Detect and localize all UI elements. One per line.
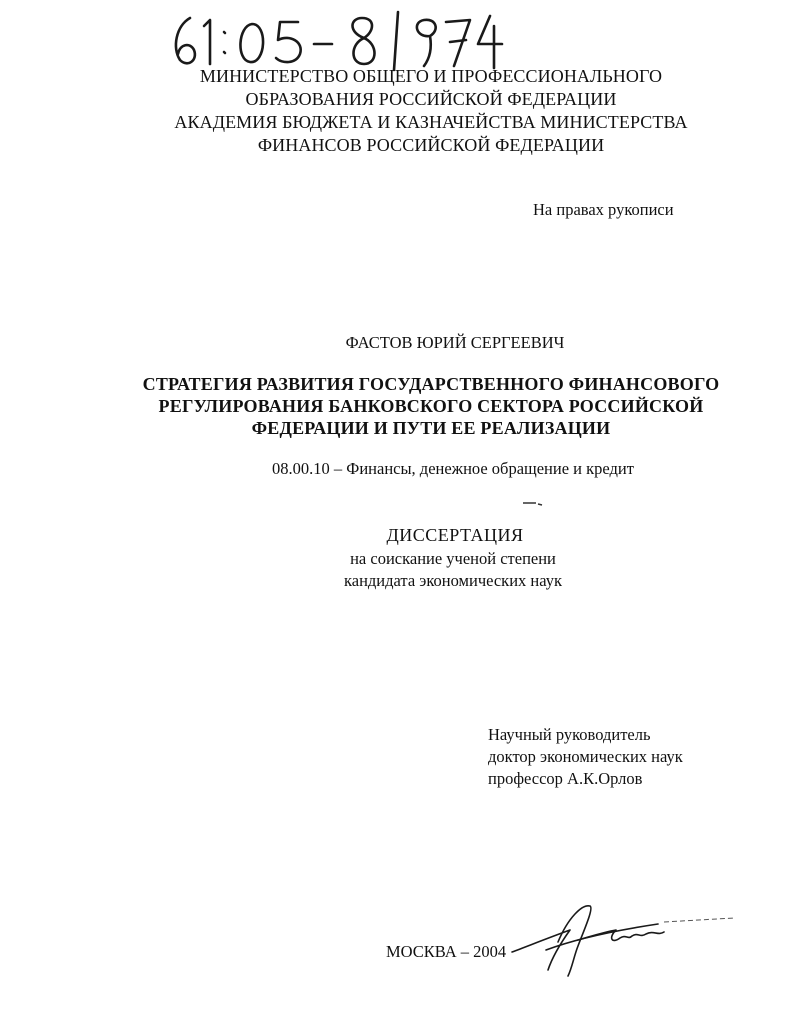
title-line-1: СТРАТЕГИЯ РАЗВИТИЯ ГОСУДАРСТВЕННОГО ФИНАНСОВОГО [142, 374, 720, 394]
degree-line-2: кандидата экономических наук [343, 571, 562, 590]
ministry-line-4: ФИНАНСОВ РОССИЙСКОЙ ФЕДЕРАЦИИ [257, 135, 605, 155]
title-line-3: ФЕДЕРАЦИИ И ПУТИ ЕЕ РЕАЛИЗАЦИИ [251, 418, 611, 438]
archive-code-handwritten [168, 8, 508, 72]
pen-mark-drawing [522, 499, 544, 507]
specialty-code: 08.00.10 – Финансы, денежное обращение и кредит [272, 459, 634, 478]
signature-drawing [508, 900, 738, 980]
city-year: МОСКВА – 2004 [386, 942, 507, 961]
title-line-2: РЕГУЛИРОВАНИЯ БАНКОВСКОГО СЕКТОРА РОССИЙСКОЙ [158, 396, 704, 416]
archive-code-drawing [168, 8, 508, 72]
author-name: ФАСТОВ ЮРИЙ СЕРГЕЕВИЧ [345, 333, 565, 352]
manuscript-note: На правах рукописи [533, 200, 674, 219]
ministry-line-3: АКАДЕМИЯ БЮДЖЕТА И КАЗНАЧЕЙСТВА МИНИСТЕРСТВА [174, 112, 688, 132]
signature [508, 900, 738, 980]
ministry-line-1: МИНИСТЕРСТВО ОБЩЕГО И ПРОФЕССИОНАЛЬНОГО [199, 66, 663, 86]
small-pen-mark [522, 494, 544, 502]
supervisor-name: профессор А.К.Орлов [488, 769, 643, 788]
ministry-line-2: ОБРАЗОВАНИЯ РОССИЙСКОЙ ФЕДЕРАЦИИ [245, 89, 617, 109]
degree-line-1: на соискание ученой степени [350, 549, 556, 568]
supervisor-role: Научный руководитель [488, 725, 651, 744]
work-type: ДИССЕРТАЦИЯ [386, 525, 524, 545]
supervisor-degree: доктор экономических наук [488, 747, 683, 766]
